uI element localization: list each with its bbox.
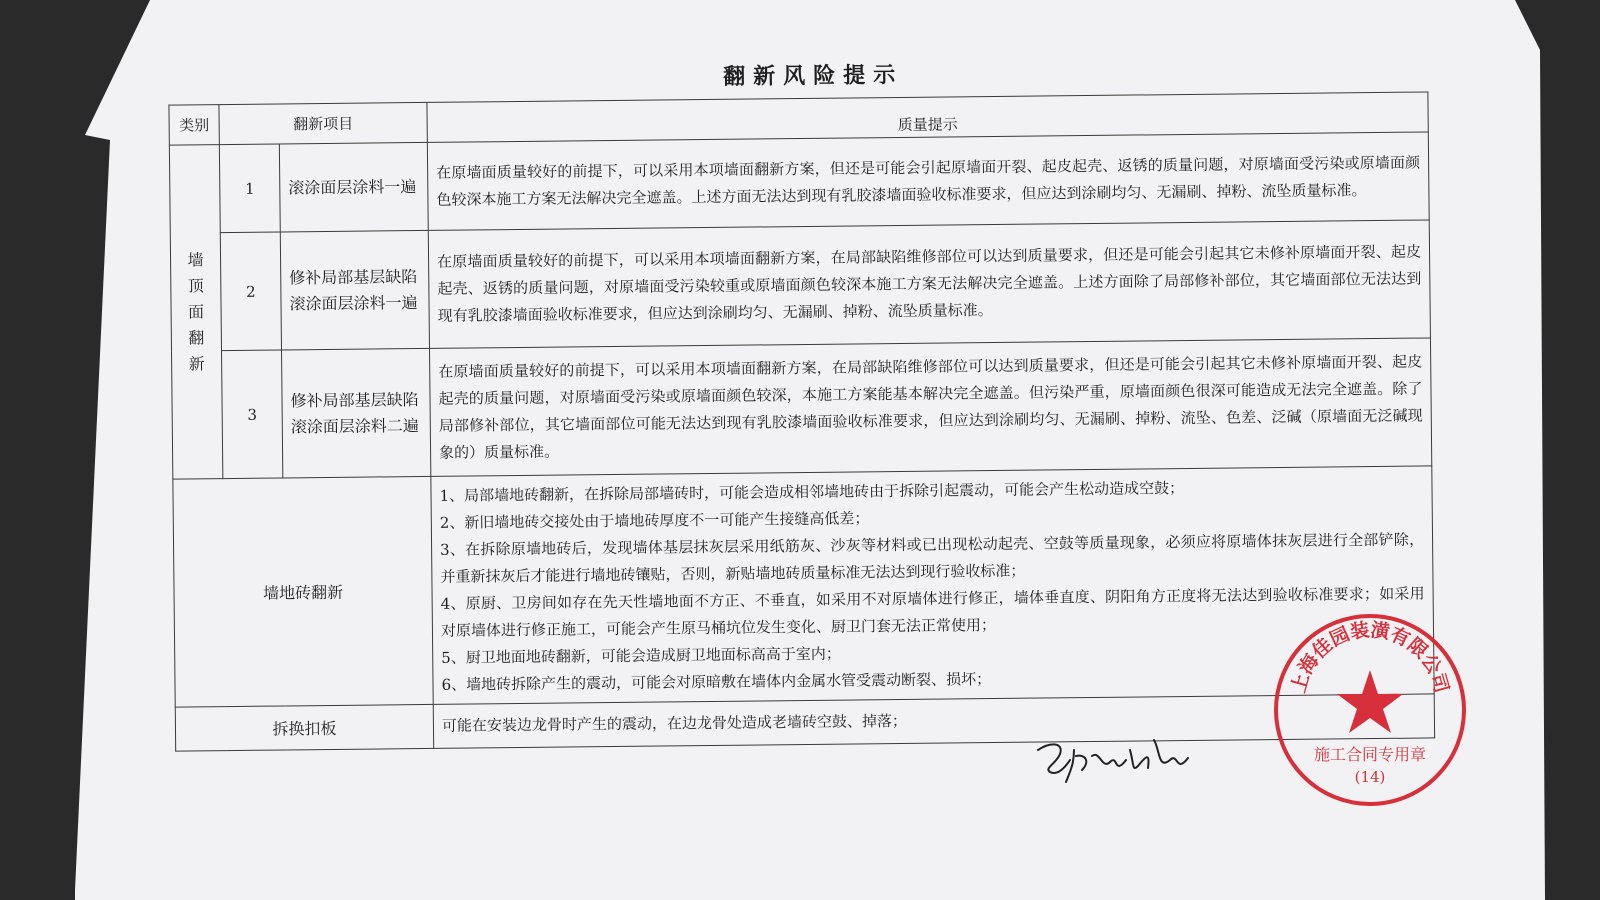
page-title: 翻新风险提示: [723, 61, 904, 90]
list-item: 2、新旧墙地砖交接处由于墙地砖厚度不一可能产生接缝高低差；: [439, 508, 870, 532]
tile-section-row: [173, 466, 1434, 707]
signature: [1030, 720, 1200, 800]
seal-purpose-text: 施工合同专用章: [1313, 745, 1427, 764]
tile-section-label: 墙地砖翻新: [173, 476, 433, 707]
list-item: 4、原厨、卫房间如存在先天性墙地面不方正、不垂直，如采用不对原墙体进行修正，墙体垂直度、阴阳角方正度将无法达到验收标准要求；如采用对原墙体进行修正施工，可能会产生原马桶坑位发生变化、厨卫门套无法正常使用；: [440, 584, 1425, 640]
document: [168, 53, 1445, 751]
table-row: [170, 220, 1430, 351]
header-category: 类别: [169, 105, 219, 146]
star-icon: [1337, 670, 1403, 733]
ceiling-risk-note: 可能在安装边龙骨时产生的震动，在边龙骨处造成老墙砖空鼓、掉落；: [433, 694, 1434, 748]
wall-category-label: 墙 顶 面 翻 新: [187, 249, 205, 373]
seal-code-text: (14): [1354, 768, 1386, 786]
seal-company-text: 上海佳园装潢有限公司: [1287, 618, 1453, 696]
row-quality-note: 在原墙面质量较好的前提下，可以采用本项墙面翻新方案，在局部缺陷维修部位可以达到质量要求，但还是可能会引起其它未修补原墙面开裂、起皮起壳、返锈的质量问题，对原墙面受污染较重或原墙面颜色较深本施工方案无法解决完全遮盖。上述方面除了局部修补部位，其它墙面部位无法达到现有乳胶漆墙面验收标准要求，但应达到涂刷均匀、无漏刷、掉粉、流坠质量标准。: [428, 220, 1430, 348]
row-number: 3: [222, 350, 283, 479]
list-item: 6、墙地砖拆除产生的震动，可能会对原暗敷在墙体内金属水管受震动断裂、损坏；: [441, 669, 992, 694]
ceiling-section-label: 拆换扣板: [175, 704, 433, 751]
table-row: [169, 132, 1429, 233]
wall-category: [169, 145, 222, 480]
company-seal: [1270, 610, 1470, 810]
table-row: [172, 338, 1432, 479]
header-item: 翻新项目: [219, 102, 427, 144]
row-quality-note: 在原墙面质量较好的前提下，可以采用本项墙面翻新方案，但还是可能会引起原墙面开裂、起皮起壳、返锈的质量问题，对原墙面受污染或原墙面颜色较深本施工方案无法解决完全遮盖。上述方面无法达到现有乳胶漆墙面验收标准要求，但应达到涂刷均匀、无漏刷、掉粉、流坠质量标准。: [427, 132, 1429, 230]
row-number: 2: [220, 232, 281, 351]
row-item-name: 修补局部基层缺陷滚涂面层涂料一遍: [280, 230, 429, 350]
list-item: 3、在拆除原墙地砖后，发现墙体基层抹灰层采用纸筋灰、沙灰等材料或已出现松动起壳、空鼓等质量现象，必须应将原墙体抹灰层进行全部铲除，并重新抹灰后才能进行墙地砖镶贴，否则，新贴墙地砖质量标准无法达到现行验收标准；: [440, 530, 1425, 586]
row-number: 1: [219, 144, 280, 233]
risk-table: [168, 91, 1435, 751]
row-quality-note: 在原墙面质量较好的前提下，可以采用本项墙面翻新方案，在局部缺陷维修部位可以达到质量要求，但还是可能会引起其它未修补原墙面开裂、起皮起壳的质量问题，对原墙面受污染或原墙面颜色较深，本施工方案能基本解决完全遮盖。但污染严重，原墙面颜色很深可能造成无法完全遮盖。除了局部修补部位，其它墙面部位可能无法达到现有乳胶漆墙面验收标准要求，但应达到涂刷均匀、无漏刷、掉粉、流坠、色差、泛碱（原墙面无泛碱现象的）质量标准。: [430, 338, 1432, 476]
list-item: 5、厨卫地面地砖翻新，可能会造成厨卫地面标高高于室内；: [441, 644, 841, 667]
header-quality: 质量提示: [427, 92, 1428, 142]
row-item-name: 滚涂面层涂料一遍: [279, 142, 428, 232]
list-item: 1、局部墙地砖翻新，在拆除局部墙砖时，可能会造成相邻墙地砖由于拆除引起震动，可能会产生松动造成空鼓；: [439, 478, 1185, 505]
row-item-name: 修补局部基层缺陷滚涂面层涂料二遍: [282, 348, 431, 478]
